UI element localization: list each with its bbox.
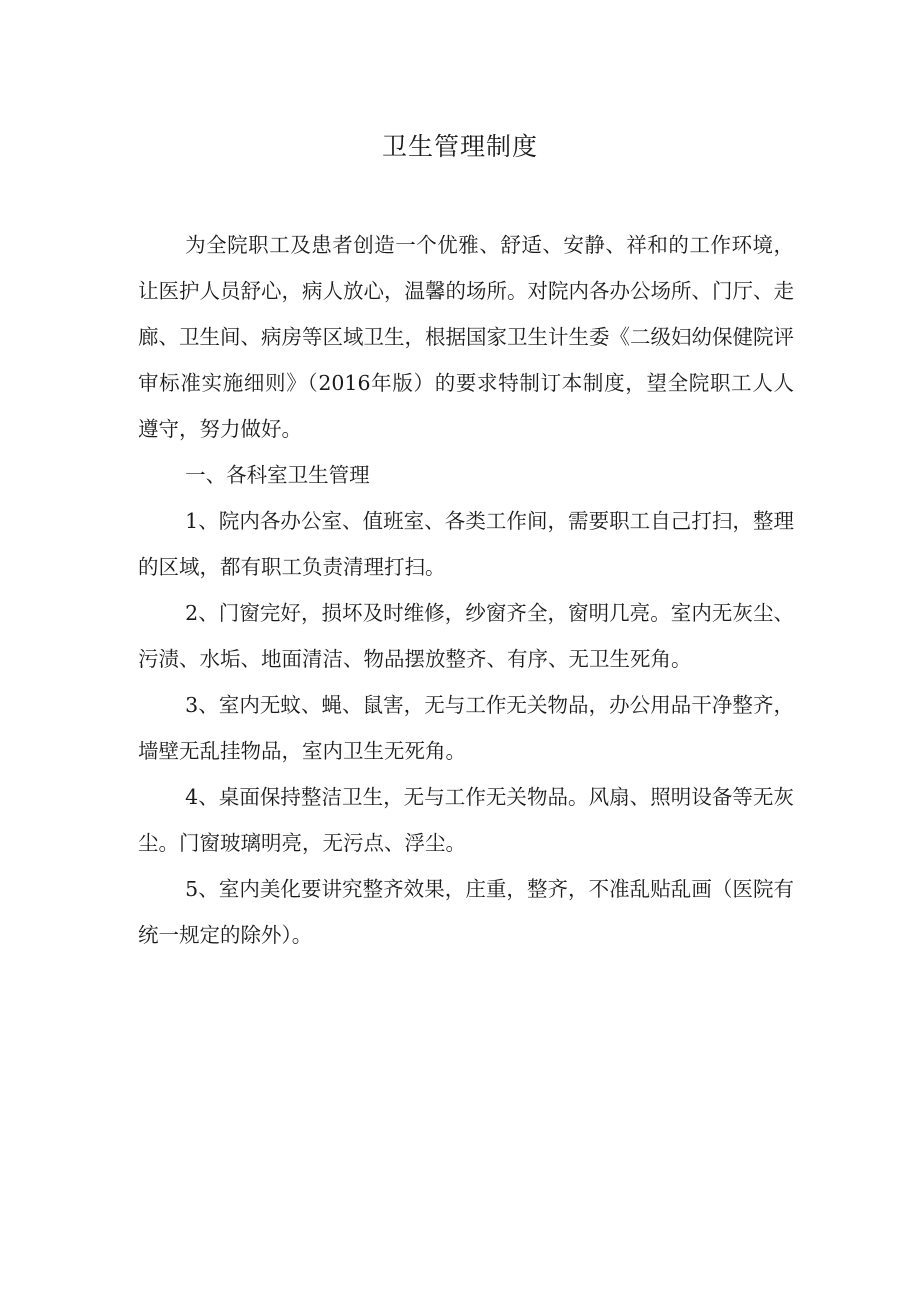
rule-item-2: 2、门窗完好，损坏及时维修，纱窗齐全，窗明几亮。室内无灰尘、污渍、水垢、地面清洁、物品摆放整齐、有序、无卫生死角。 [138,601,794,671]
section-heading: 一、各科室卫生管理 [185,463,370,487]
rule-item-3: 3、室内无蚊、蝇、鼠害，无与工作无关物品，办公用品干净整齐，墙壁无乱挂物品，室内卫生无死角。 [138,693,794,763]
document-body [138,222,794,958]
rule-item-5: 5、室内美化要讲究整齐效果，庄重，整齐，不准乱贴乱画（医院有统一规定的除外）。 [138,877,794,947]
intro-paragraph: 为全院职工及患者创造一个优雅、舒适、安静、祥和的工作环境，让医护人员舒心，病人放心，温馨的场所。对院内各办公场所、门厅、走廊、卫生间、病房等区域卫生，根据国家卫生计生委《二级妇幼保健院评审标准实施细则》（2016年版）的要求特制订本制度，望全院职工人人遵守，努力做好。 [138,233,794,441]
document-title: 卫生管理制度 [381,132,538,161]
rule-item-4: 4、桌面保持整洁卫生，无与工作无关物品。风扇、照明设备等无灰尘。门窗玻璃明亮，无污点、浮尘。 [138,785,794,855]
rule-item-1: 1、院内各办公室、值班室、各类工作间，需要职工自己打扫，整理的区域，都有职工负责清理打扫。 [138,509,794,579]
